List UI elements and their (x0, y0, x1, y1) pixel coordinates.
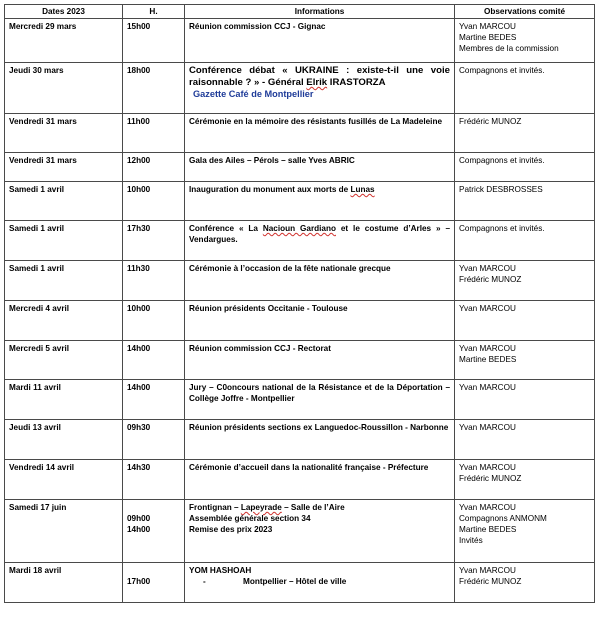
obs-line: Frédéric MUNOZ (459, 577, 522, 586)
table-row (5, 460, 595, 500)
date-cell: Vendredi 31 mars (5, 153, 123, 182)
obs-line: Yvan MARCOU (459, 463, 516, 472)
info-cell (185, 221, 455, 261)
table-row (5, 63, 595, 114)
table-row (5, 19, 595, 63)
table-row (5, 380, 595, 420)
header-info: Informations (185, 5, 455, 19)
info-cell: Réunion présidents sections ex Languedoc-Roussillon - Narbonne (185, 420, 455, 460)
time-cell: 17h30 (123, 221, 185, 261)
info-text: Conférence « La (189, 224, 263, 233)
table-row (5, 114, 595, 153)
obs-line: Membres de la commission (459, 44, 559, 53)
time-cell: 10h00 (123, 182, 185, 221)
obs-cell (455, 380, 595, 420)
info-text-flagged: Elrik (306, 77, 328, 88)
date-cell: Samedi 1 avril (5, 182, 123, 221)
info-line (189, 502, 450, 513)
dash-marker: - (203, 577, 206, 586)
header-date: Dates 2023 (5, 5, 123, 19)
time-cell: 14h00 (123, 341, 185, 380)
info-cell: Cérémonie d’accueil dans la nationalité française - Préfecture (185, 460, 455, 500)
info-cell (185, 500, 455, 563)
obs-line: Compagnons ANMONM (459, 514, 547, 523)
info-text-flagged: Nacioun Gardiano (262, 224, 336, 233)
table-row (5, 301, 595, 341)
table-row (5, 420, 595, 460)
table-row (5, 500, 595, 563)
obs-line: Yvan MARCOU (459, 503, 516, 512)
info-cell (185, 563, 455, 603)
obs-cell (455, 500, 595, 563)
time-cell: 15h00 (123, 19, 185, 63)
obs-line: Yvan MARCOU (459, 344, 516, 353)
obs-cell (455, 301, 595, 341)
obs-cell (455, 221, 595, 261)
time-cell: 10h00 (123, 301, 185, 341)
info-text-flagged: Lapeyrade (240, 503, 282, 512)
table-row (5, 182, 595, 221)
table-row (5, 563, 595, 603)
date-cell: Mardi 18 avril (5, 563, 123, 603)
info-cell: Gala des Ailes – Pérols – salle Yves ABRIC (185, 153, 455, 182)
info-text: Montpellier – Hôtel de ville (243, 577, 347, 586)
date-cell: Jeudi 30 mars (5, 63, 123, 114)
info-line: YOM HASHOAH (189, 566, 252, 575)
obs-cell (455, 563, 595, 603)
time-cell: 11h00 (123, 114, 185, 153)
date-cell: Mercredi 5 avril (5, 341, 123, 380)
date-cell: Mardi 11 avril (5, 380, 123, 420)
info-cell (185, 63, 455, 114)
info-cell: Réunion commission CCJ - Rectorat (185, 341, 455, 380)
obs-line: Yvan MARCOU (459, 383, 516, 392)
date-cell: Mercredi 29 mars (5, 19, 123, 63)
date-cell: Samedi 1 avril (5, 221, 123, 261)
info-text: Frontignan – (189, 503, 241, 512)
obs-line: Martine BEDES (459, 355, 517, 364)
date-cell: Vendredi 31 mars (5, 114, 123, 153)
header-time: H. (123, 5, 185, 19)
table-row (5, 221, 595, 261)
info-cell: Cérémonie en la mémoire des résistants fusillés de La Madeleine (185, 114, 455, 153)
time-cell (123, 563, 185, 603)
obs-line: Yvan MARCOU (459, 566, 516, 575)
info-text: – Salle de l’Aire (281, 503, 345, 512)
obs-cell (455, 182, 595, 221)
obs-cell (455, 63, 595, 114)
date-cell: Jeudi 13 avril (5, 420, 123, 460)
time-cell: 14h00 (123, 380, 185, 420)
obs-line: Patrick DESBROSSES (459, 185, 543, 194)
obs-line: Martine BEDES (459, 525, 517, 534)
info-cell: Cérémonie à l’occasion de la fête nationale grecque (185, 261, 455, 301)
info-cell: Réunion commission CCJ - Gignac (185, 19, 455, 63)
time-cell: 18h00 (123, 63, 185, 114)
obs-cell (455, 114, 595, 153)
info-text: Conférence débat « UKRAINE : existe-t-il une voie raisonnable ? » - Général (189, 65, 450, 88)
table-row (5, 341, 595, 380)
info-bullet (189, 576, 450, 587)
date-cell: Samedi 17 juin (5, 500, 123, 563)
obs-line: Frédéric MUNOZ (459, 474, 522, 483)
obs-cell (455, 153, 595, 182)
obs-line: Frédéric MUNOZ (459, 275, 522, 284)
obs-line: Yvan MARCOU (459, 264, 516, 273)
obs-cell (455, 460, 595, 500)
info-line: Assemblée générale section 34 (189, 514, 311, 523)
obs-line: Compagnons et invités. (459, 224, 545, 233)
info-text: et le costume d’Arles » – Vendargues. (189, 224, 450, 244)
agenda-table (4, 4, 595, 603)
obs-line: Compagnons et invités. (459, 66, 545, 75)
date-cell: Mercredi 4 avril (5, 301, 123, 341)
info-cell: Jury – C0oncours national de la Résistance et de la Déportation – Collège Joffre - Montpellier (185, 380, 455, 420)
header-row (5, 5, 595, 19)
gazette-venue: Gazette Café de Montpellier (193, 89, 314, 99)
time-cell: 11h30 (123, 261, 185, 301)
info-text: Inauguration du monument aux morts de (189, 185, 351, 194)
obs-cell (455, 19, 595, 63)
obs-line: Compagnons et invités. (459, 156, 545, 165)
info-text-flagged: Lunas (350, 185, 375, 194)
time-line: 09h00 (127, 514, 151, 523)
info-line: Remise des prix 2023 (189, 525, 273, 534)
obs-line: Yvan MARCOU (459, 22, 516, 31)
header-obs: Observations comité (455, 5, 595, 19)
obs-line: Invités (459, 536, 483, 545)
obs-line: Frédéric MUNOZ (459, 117, 522, 126)
time-cell: 09h30 (123, 420, 185, 460)
obs-cell (455, 341, 595, 380)
time-cell: 14h30 (123, 460, 185, 500)
time-line: 14h00 (127, 525, 151, 534)
info-cell: Réunion présidents Occitanie - Toulouse (185, 301, 455, 341)
obs-line: Yvan MARCOU (459, 423, 516, 432)
table-row (5, 261, 595, 301)
time-line: 17h00 (127, 577, 151, 586)
obs-cell (455, 420, 595, 460)
time-cell (123, 500, 185, 563)
date-cell: Vendredi 14 avril (5, 460, 123, 500)
time-cell: 12h00 (123, 153, 185, 182)
date-cell: Samedi 1 avril (5, 261, 123, 301)
obs-line: Yvan MARCOU (459, 304, 516, 313)
info-text: IRASTORZA (327, 77, 386, 88)
time-spacer (127, 502, 180, 513)
obs-line: Martine BEDES (459, 33, 517, 42)
time-spacer (127, 565, 180, 576)
info-cell (185, 182, 455, 221)
obs-cell (455, 261, 595, 301)
table-row (5, 153, 595, 182)
